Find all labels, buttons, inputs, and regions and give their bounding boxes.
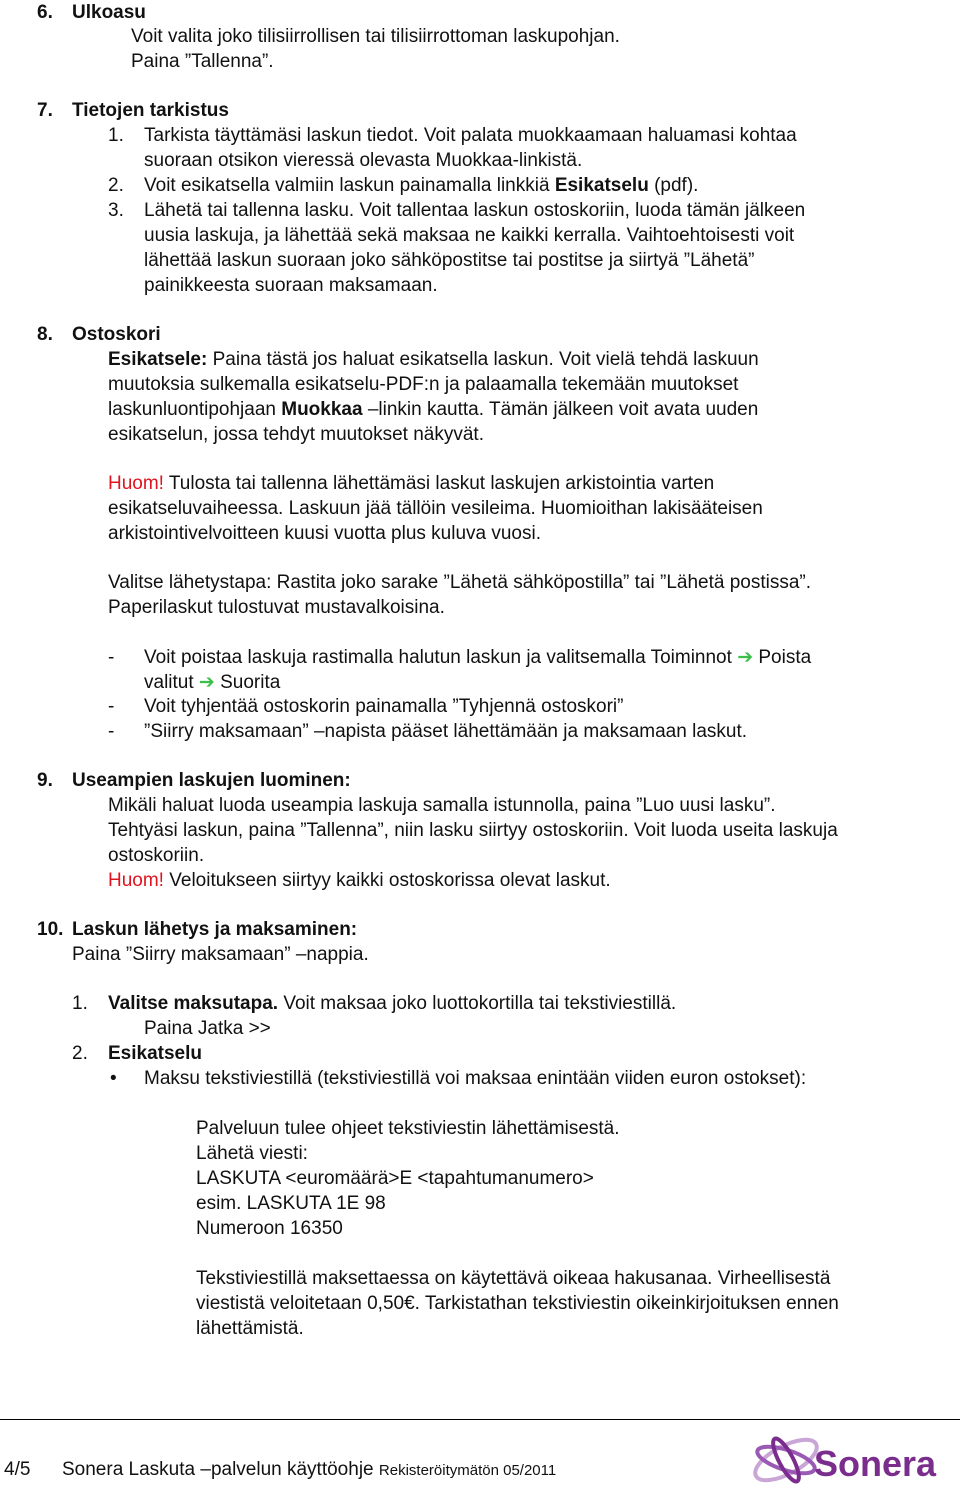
- arrow-icon: ➔: [737, 647, 754, 668]
- list-number: 1.: [108, 125, 124, 146]
- section-10-number: 10.: [37, 919, 64, 940]
- sms-instruction-line: Numeroon 16350: [196, 1218, 343, 1239]
- section-6-line: Paina ”Tallenna”.: [131, 51, 274, 72]
- list-item-text: lähettää laskun suoraan joko sähköpostitse tai postitse ja siirtyä ”Lähetä”: [144, 250, 755, 271]
- dash-item-text: Voit tyhjentää ostoskorin painamalla ”Tyhjennä ostoskori”: [144, 696, 624, 717]
- section-7-number: 7.: [37, 100, 53, 121]
- arrow-icon: ➔: [198, 672, 215, 693]
- sonera-logo: [748, 1430, 953, 1492]
- sonera-logo-mark: [749, 1432, 822, 1489]
- list-item-text: Tarkista täyttämäsi laskun tiedot. Voit palata muokkaamaan haluamasi kohtaa: [144, 125, 797, 146]
- paragraph-line: Paina ”Siirry maksamaan” –nappia.: [72, 944, 369, 965]
- sonera-wordmark: Sonera: [814, 1443, 937, 1484]
- list-item-text: Valitse maksutapa. Voit maksaa joko luottokortilla tai tekstiviestillä.: [108, 993, 677, 1014]
- paragraph-line: Huom! Veloitukseen siirtyy kaikki ostoskorissa olevat laskut.: [108, 870, 611, 891]
- list-item-text: uusia laskuja, ja lähettää sekä maksaa ne kaikki kerralla. Vaihtoehtoisesti voit: [144, 225, 795, 246]
- section-6-title: Ulkoasu: [72, 2, 146, 23]
- list-item-text: Lähetä tai tallenna lasku. Voit tallentaa laskun ostoskoriin, luoda tämän jälkeen: [144, 200, 806, 221]
- section-6-line: Voit valita joko tilisiirrollisen tai tilisiirrottoman laskupohjan.: [131, 26, 620, 47]
- dash-item-text: Voit poistaa laskuja rastimalla halutun laskun ja valitsemalla Toiminnot ➔ Poista: [144, 647, 812, 668]
- section-8-title: Ostoskori: [72, 324, 161, 345]
- section-6-number: 6.: [37, 2, 53, 23]
- list-item-text: suoraan otsikon vieressä olevasta Muokkaa-linkistä.: [144, 150, 583, 171]
- paragraph-line: ostoskoriin.: [108, 845, 205, 866]
- sms-instruction-line: Palveluun tulee ohjeet tekstiviestin lähettämisestä.: [196, 1118, 620, 1139]
- huom-label: Huom!: [108, 870, 164, 891]
- huom-label: Huom!: [108, 473, 164, 494]
- sms-instruction-line: LASKUTA <euromäärä>E <tapahtumanumero>: [196, 1168, 594, 1189]
- dash-bullet: -: [108, 647, 115, 668]
- footer-divider: [0, 1419, 960, 1420]
- bullet-icon: •: [110, 1068, 117, 1089]
- paragraph-line: Huom! Tulosta tai tallenna lähettämäsi laskut laskujen arkistointia varten: [108, 473, 715, 494]
- paragraph-line: Valitse lähetystapa: Rastita joko sarake ”Lähetä sähköpostilla” tai ”Lähetä postissa”.: [108, 572, 812, 593]
- list-item-text: Voit esikatsella valmiin laskun painamalla linkkiä Esikatselu (pdf).: [144, 175, 699, 196]
- esikatselu-link-text: Esikatselu: [554, 175, 649, 196]
- note-line: lähettämistä.: [196, 1318, 304, 1339]
- dash-item-text: valitut ➔ Suorita: [144, 672, 281, 693]
- paragraph-line: Paperilaskut tulostuvat mustavalkoisina.: [108, 597, 445, 618]
- paragraph-line: esikatseluvaiheessa. Laskuun jää tällöin vesileima. Huomioithan lakisääteisen: [108, 498, 763, 519]
- section-8-number: 8.: [37, 324, 53, 345]
- note-line: Tekstiviestillä maksettaessa on käytettävä oikeaa hakusanaa. Virheellisestä: [196, 1268, 831, 1289]
- section-7-title: Tietojen tarkistus: [72, 100, 229, 121]
- list-item-text: Esikatselu: [108, 1043, 202, 1064]
- dash-bullet: -: [108, 696, 115, 717]
- paragraph-line: muutoksia sulkemalla esikatselu-PDF:n ja palaamalla tekemään muutokset: [108, 374, 739, 395]
- list-number: 2.: [108, 175, 124, 196]
- list-item-text: Paina Jatka >>: [144, 1018, 271, 1039]
- sms-instruction-line: Lähetä viesti:: [196, 1143, 308, 1164]
- list-item-text: painikkeesta suoraan maksamaan.: [144, 275, 438, 296]
- list-number: 2.: [72, 1043, 88, 1064]
- section-10-title: Laskun lähetys ja maksaminen:: [72, 919, 358, 940]
- note-line: viestistä veloitetaan 0,50€. Tarkistathan tekstiviestin oikeinkirjoituksen ennen: [196, 1293, 839, 1314]
- dash-bullet: -: [108, 721, 115, 742]
- paragraph-line: esikatselun, jossa tehdyt muutokset näkyvät.: [108, 424, 484, 445]
- dash-item-text: ”Siirry maksamaan” –napista pääset lähettämään ja maksamaan laskut.: [144, 721, 748, 742]
- paragraph-line: Esikatsele: Paina tästä jos haluat esikatsella laskun. Voit vielä tehdä laskuun: [108, 349, 759, 370]
- list-number: 3.: [108, 200, 124, 221]
- paragraph-line: Mikäli haluat luoda useampia laskuja samalla istunnolla, paina ”Luo uusi lasku”.: [108, 795, 776, 816]
- paragraph-line: Tehtyäsi laskun, paina ”Tallenna”, niin lasku siirtyy ostoskoriin. Voit luoda useita laskuja: [108, 820, 838, 841]
- paragraph-line: laskunluontipohjaan Muokkaa –linkin kautta. Tämän jälkeen voit avata uuden: [108, 399, 759, 420]
- section-9-number: 9.: [37, 770, 53, 791]
- footer-page-number: 4/5: [4, 1459, 31, 1480]
- footer-subtitle: Rekisteröitymätön 05/2011: [378, 1462, 557, 1479]
- section-9-title: Useampien laskujen luominen:: [72, 770, 351, 791]
- sms-instruction-line: esim. LASKUTA 1E 98: [196, 1193, 386, 1214]
- paragraph-line: arkistointivelvoitteen kuusi vuotta plus kuluva vuosi.: [108, 523, 542, 544]
- list-number: 1.: [72, 993, 88, 1014]
- footer-title: Sonera Laskuta –palvelun käyttöohje Rekisteröitymätön 05/2011: [62, 1459, 557, 1480]
- bullet-item-text: Maksu tekstiviestillä (tekstiviestillä voi maksaa enintään viiden euron ostokset):: [144, 1068, 807, 1089]
